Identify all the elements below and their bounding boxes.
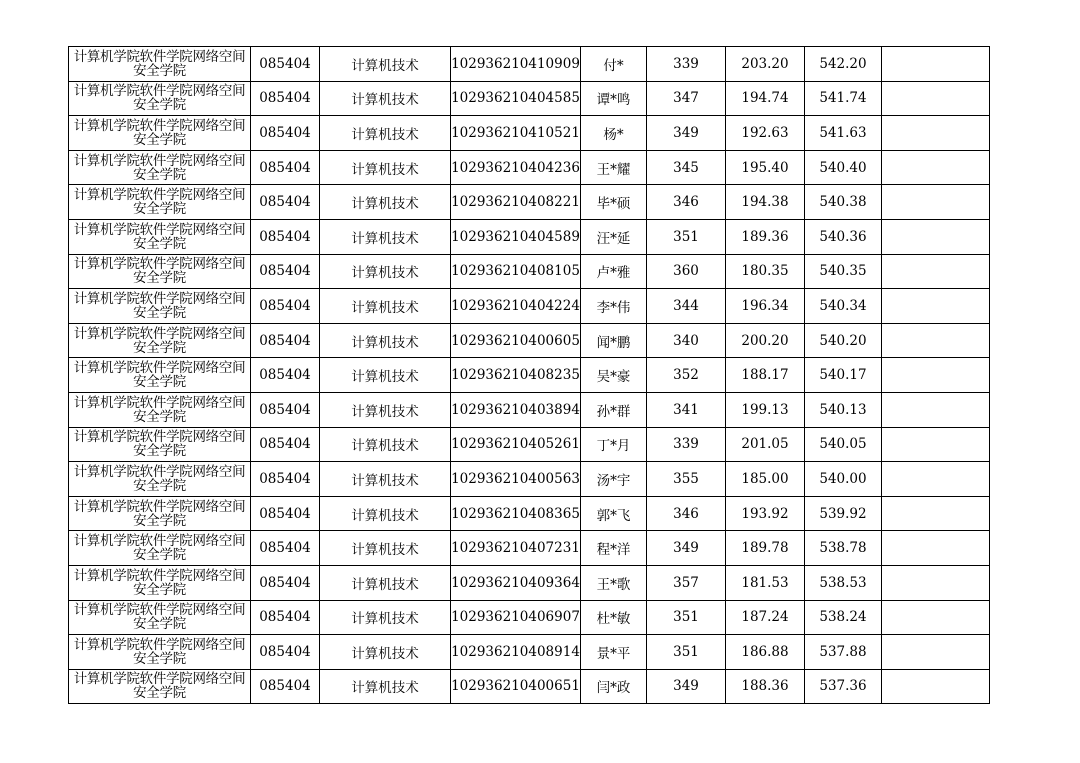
remark-cell	[882, 635, 990, 670]
major-name-cell: 计算机技术	[320, 565, 451, 600]
student-name-cell: 吴*豪	[581, 358, 647, 393]
table-row	[69, 185, 990, 220]
major-code-cell: 085404	[251, 531, 320, 566]
total-score-cell: 542.20	[805, 47, 882, 82]
table-row	[69, 219, 990, 254]
major-name-cell: 计算机技术	[320, 600, 451, 635]
total-score-cell: 538.53	[805, 565, 882, 600]
initial-score-cell: 349	[647, 116, 726, 151]
total-score-cell: 541.74	[805, 81, 882, 116]
remark-cell	[882, 496, 990, 531]
exam-id-cell: 102936210404585	[451, 81, 581, 116]
remark-cell	[882, 462, 990, 497]
table-row	[69, 116, 990, 151]
table-row	[69, 427, 990, 462]
remark-cell	[882, 185, 990, 220]
student-name-cell: 景*平	[581, 635, 647, 670]
exam-id-cell: 102936210408235	[451, 358, 581, 393]
student-name-cell: 孙*群	[581, 392, 647, 427]
student-name-cell: 王*歌	[581, 565, 647, 600]
college-cell: 计算机学院软件学院网络空间安全学院	[69, 289, 251, 324]
retest-score-cell: 200.20	[726, 323, 805, 358]
major-name-cell: 计算机技术	[320, 358, 451, 393]
major-name-cell: 计算机技术	[320, 150, 451, 185]
remark-cell	[882, 392, 990, 427]
retest-score-cell: 194.38	[726, 185, 805, 220]
table-row	[69, 150, 990, 185]
retest-score-cell: 203.20	[726, 47, 805, 82]
table-row	[69, 47, 990, 82]
exam-id-cell: 102936210405261	[451, 427, 581, 462]
total-score-cell: 540.13	[805, 392, 882, 427]
major-code-cell: 085404	[251, 496, 320, 531]
initial-score-cell: 339	[647, 47, 726, 82]
exam-id-cell: 102936210409364	[451, 565, 581, 600]
exam-id-cell: 102936210408365	[451, 496, 581, 531]
exam-id-cell: 102936210408105	[451, 254, 581, 289]
table-row	[69, 289, 990, 324]
remark-cell	[882, 116, 990, 151]
student-name-cell: 杨*	[581, 116, 647, 151]
total-score-cell: 541.63	[805, 116, 882, 151]
college-cell: 计算机学院软件学院网络空间安全学院	[69, 669, 251, 704]
major-code-cell: 085404	[251, 289, 320, 324]
major-code-cell: 085404	[251, 150, 320, 185]
student-name-cell: 谭*鸣	[581, 81, 647, 116]
exam-id-cell: 102936210406907	[451, 600, 581, 635]
major-name-cell: 计算机技术	[320, 254, 451, 289]
major-code-cell: 085404	[251, 600, 320, 635]
initial-score-cell: 351	[647, 600, 726, 635]
retest-score-cell: 201.05	[726, 427, 805, 462]
table-row	[69, 462, 990, 497]
initial-score-cell: 351	[647, 219, 726, 254]
total-score-cell: 538.24	[805, 600, 882, 635]
college-cell: 计算机学院软件学院网络空间安全学院	[69, 600, 251, 635]
exam-id-cell: 102936210400563	[451, 462, 581, 497]
table-row	[69, 531, 990, 566]
initial-score-cell: 360	[647, 254, 726, 289]
college-cell: 计算机学院软件学院网络空间安全学院	[69, 323, 251, 358]
initial-score-cell: 346	[647, 185, 726, 220]
major-code-cell: 085404	[251, 462, 320, 497]
college-cell: 计算机学院软件学院网络空间安全学院	[69, 116, 251, 151]
remark-cell	[882, 254, 990, 289]
exam-id-cell: 102936210404224	[451, 289, 581, 324]
retest-score-cell: 181.53	[726, 565, 805, 600]
exam-id-cell: 102936210408914	[451, 635, 581, 670]
retest-score-cell: 193.92	[726, 496, 805, 531]
initial-score-cell: 357	[647, 565, 726, 600]
total-score-cell: 539.92	[805, 496, 882, 531]
major-code-cell: 085404	[251, 185, 320, 220]
college-cell: 计算机学院软件学院网络空间安全学院	[69, 185, 251, 220]
major-name-cell: 计算机技术	[320, 47, 451, 82]
initial-score-cell: 340	[647, 323, 726, 358]
student-name-cell: 闫*政	[581, 669, 647, 704]
retest-score-cell: 192.63	[726, 116, 805, 151]
college-cell: 计算机学院软件学院网络空间安全学院	[69, 531, 251, 566]
student-name-cell: 付*	[581, 47, 647, 82]
initial-score-cell: 351	[647, 635, 726, 670]
exam-id-cell: 102936210404589	[451, 219, 581, 254]
total-score-cell: 537.88	[805, 635, 882, 670]
college-cell: 计算机学院软件学院网络空间安全学院	[69, 427, 251, 462]
major-name-cell: 计算机技术	[320, 185, 451, 220]
exam-id-cell: 102936210410521	[451, 116, 581, 151]
student-name-cell: 汤*宇	[581, 462, 647, 497]
major-code-cell: 085404	[251, 392, 320, 427]
retest-score-cell: 189.78	[726, 531, 805, 566]
college-cell: 计算机学院软件学院网络空间安全学院	[69, 254, 251, 289]
major-code-cell: 085404	[251, 669, 320, 704]
major-code-cell: 085404	[251, 323, 320, 358]
college-cell: 计算机学院软件学院网络空间安全学院	[69, 81, 251, 116]
major-code-cell: 085404	[251, 427, 320, 462]
major-code-cell: 085404	[251, 635, 320, 670]
major-name-cell: 计算机技术	[320, 669, 451, 704]
student-name-cell: 毕*硕	[581, 185, 647, 220]
exam-id-cell: 102936210403894	[451, 392, 581, 427]
total-score-cell: 540.40	[805, 150, 882, 185]
exam-id-cell: 102936210410909	[451, 47, 581, 82]
table-row	[69, 669, 990, 704]
major-code-cell: 085404	[251, 358, 320, 393]
remark-cell	[882, 358, 990, 393]
retest-score-cell: 199.13	[726, 392, 805, 427]
retest-score-cell: 180.35	[726, 254, 805, 289]
exam-id-cell: 102936210408221	[451, 185, 581, 220]
remark-cell	[882, 600, 990, 635]
remark-cell	[882, 427, 990, 462]
remark-cell	[882, 323, 990, 358]
retest-score-cell: 188.36	[726, 669, 805, 704]
college-cell: 计算机学院软件学院网络空间安全学院	[69, 496, 251, 531]
total-score-cell: 540.38	[805, 185, 882, 220]
exam-id-cell: 102936210400651	[451, 669, 581, 704]
retest-score-cell: 188.17	[726, 358, 805, 393]
initial-score-cell: 341	[647, 392, 726, 427]
student-name-cell: 汪*延	[581, 219, 647, 254]
retest-score-cell: 196.34	[726, 289, 805, 324]
remark-cell	[882, 565, 990, 600]
remark-cell	[882, 289, 990, 324]
college-cell: 计算机学院软件学院网络空间安全学院	[69, 358, 251, 393]
major-code-cell: 085404	[251, 116, 320, 151]
student-name-cell: 卢*雅	[581, 254, 647, 289]
college-cell: 计算机学院软件学院网络空间安全学院	[69, 219, 251, 254]
major-code-cell: 085404	[251, 47, 320, 82]
retest-score-cell: 195.40	[726, 150, 805, 185]
college-cell: 计算机学院软件学院网络空间安全学院	[69, 565, 251, 600]
initial-score-cell: 355	[647, 462, 726, 497]
college-cell: 计算机学院软件学院网络空间安全学院	[69, 635, 251, 670]
retest-score-cell: 185.00	[726, 462, 805, 497]
major-code-cell: 085404	[251, 254, 320, 289]
remark-cell	[882, 531, 990, 566]
total-score-cell: 538.78	[805, 531, 882, 566]
initial-score-cell: 352	[647, 358, 726, 393]
initial-score-cell: 339	[647, 427, 726, 462]
exam-id-cell: 102936210407231	[451, 531, 581, 566]
college-cell: 计算机学院软件学院网络空间安全学院	[69, 392, 251, 427]
total-score-cell: 540.36	[805, 219, 882, 254]
total-score-cell: 540.17	[805, 358, 882, 393]
total-score-cell: 540.05	[805, 427, 882, 462]
student-name-cell: 闻*鹏	[581, 323, 647, 358]
major-name-cell: 计算机技术	[320, 496, 451, 531]
remark-cell	[882, 150, 990, 185]
student-name-cell: 李*伟	[581, 289, 647, 324]
remark-cell	[882, 669, 990, 704]
retest-score-cell: 189.36	[726, 219, 805, 254]
major-name-cell: 计算机技术	[320, 323, 451, 358]
major-name-cell: 计算机技术	[320, 219, 451, 254]
remark-cell	[882, 81, 990, 116]
initial-score-cell: 345	[647, 150, 726, 185]
major-name-cell: 计算机技术	[320, 427, 451, 462]
major-code-cell: 085404	[251, 565, 320, 600]
major-name-cell: 计算机技术	[320, 635, 451, 670]
major-name-cell: 计算机技术	[320, 81, 451, 116]
total-score-cell: 540.35	[805, 254, 882, 289]
table-body	[69, 47, 990, 704]
exam-id-cell: 102936210404236	[451, 150, 581, 185]
initial-score-cell: 349	[647, 531, 726, 566]
total-score-cell: 540.00	[805, 462, 882, 497]
table-row	[69, 635, 990, 670]
initial-score-cell: 347	[647, 81, 726, 116]
table-row	[69, 392, 990, 427]
major-name-cell: 计算机技术	[320, 116, 451, 151]
retest-score-cell: 194.74	[726, 81, 805, 116]
total-score-cell: 537.36	[805, 669, 882, 704]
table-row	[69, 565, 990, 600]
table-row	[69, 323, 990, 358]
major-name-cell: 计算机技术	[320, 392, 451, 427]
retest-score-cell: 187.24	[726, 600, 805, 635]
table-row	[69, 358, 990, 393]
college-cell: 计算机学院软件学院网络空间安全学院	[69, 150, 251, 185]
table-row	[69, 496, 990, 531]
student-name-cell: 丁*月	[581, 427, 647, 462]
major-name-cell: 计算机技术	[320, 289, 451, 324]
college-cell: 计算机学院软件学院网络空间安全学院	[69, 462, 251, 497]
total-score-cell: 540.34	[805, 289, 882, 324]
major-name-cell: 计算机技术	[320, 462, 451, 497]
table-row	[69, 254, 990, 289]
student-name-cell: 程*洋	[581, 531, 647, 566]
major-name-cell: 计算机技术	[320, 531, 451, 566]
remark-cell	[882, 219, 990, 254]
table-row	[69, 600, 990, 635]
exam-id-cell: 102936210400605	[451, 323, 581, 358]
major-code-cell: 085404	[251, 219, 320, 254]
total-score-cell: 540.20	[805, 323, 882, 358]
student-name-cell: 杜*敏	[581, 600, 647, 635]
major-code-cell: 085404	[251, 81, 320, 116]
initial-score-cell: 346	[647, 496, 726, 531]
retest-score-cell: 186.88	[726, 635, 805, 670]
college-cell: 计算机学院软件学院网络空间安全学院	[69, 47, 251, 82]
initial-score-cell: 344	[647, 289, 726, 324]
admission-score-table	[68, 46, 990, 704]
student-name-cell: 郭*飞	[581, 496, 647, 531]
table-row	[69, 81, 990, 116]
student-name-cell: 王*耀	[581, 150, 647, 185]
remark-cell	[882, 47, 990, 82]
initial-score-cell: 349	[647, 669, 726, 704]
